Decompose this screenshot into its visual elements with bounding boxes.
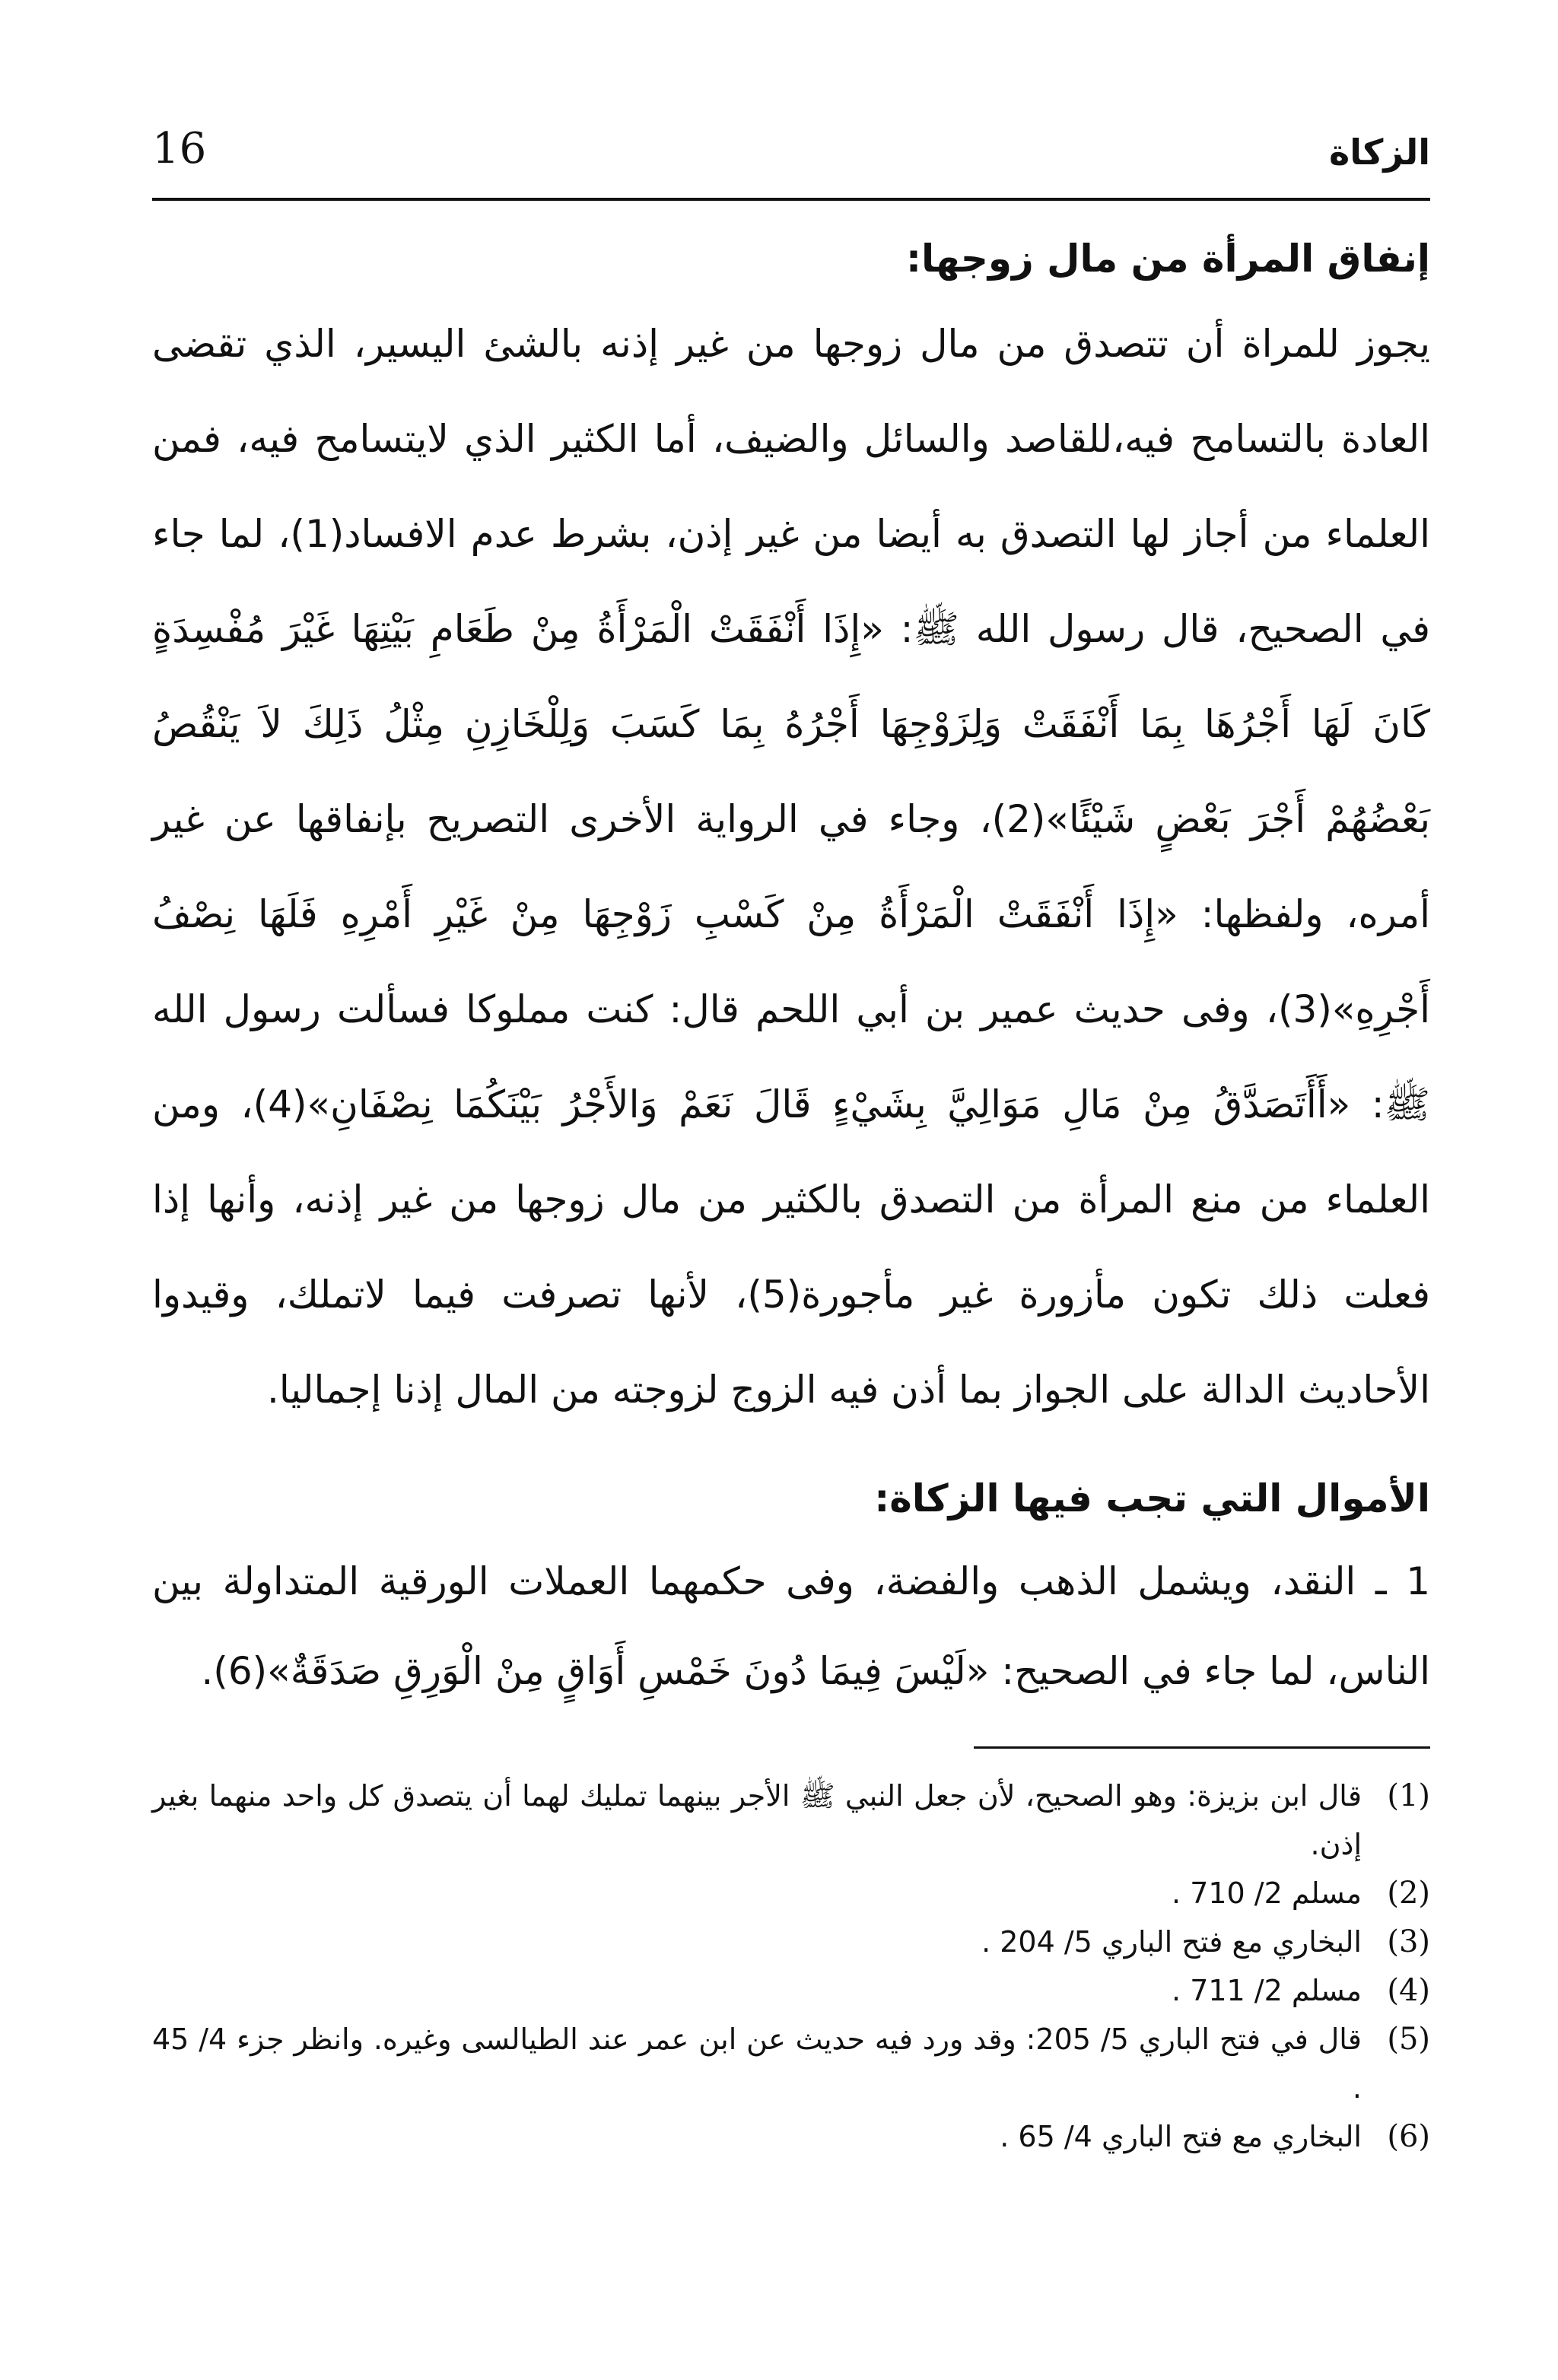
body-paragraph-wife-spending: يجوز للمراة أن تتصدق من مال زوجها من غير إذنه بالشئ اليسير، الذي تقضى العادة بالتسامح فيه،للقاصد والسائل والضيف، أما الكثير الذي لايتسامح فيه، فمن العلماء من أجاز لها التصدق به أيضا من غير إذن، بشرط عدم الافساد(1)، لما جاء في الصحيح، قال رسول الله ﷺ: «إِذَا أَنْفَقَتْ الْمَرْأَةُ مِنْ طَعَامِ بَيْتِهَا غَيْرَ مُفْسِدَةٍ كَانَ لَهَا أَجْرُهَا بِمَا أَنْفَقَتْ وَلِزَوْجِهَا أَجْرُهُ بِمَا كَسَبَ وَلِلْخَازِنِ مِثْلُ ذَلِكَ لاَ يَنْقُصُ بَعْضُهُمْ أَجْرَ بَعْضٍ شَيْئًا»(2)، وجاء في الرواية الأخرى التصريح بإنفاقها عن غير أمره، ولفظها: «إِذَا أَنْفَقَتْ الْمَرْأَةُ مِنْ كَسْبِ زَوْجِهَا مِنْ غَيْرِ أَمْرِهِ فَلَهَا نِصْفُ أَجْرِهِ»(3)، وفى حديث عمير بن أبي اللحم قال: كنت مملوكا فسألت رسول الله ﷺ: «أَأَتَصَدَّقُ مِنْ مَالِ مَوَالِيَّ بِشَيْءٍ قَالَ نَعَمْ وَالأَجْرُ بَيْنَكُمَا نِصْفَانِ»(4)، ومن العلماء من منع المرأة من التصدق بالكثير من مال زوجها من غير إذنه، وأنها إذا فعلت ذلك تكون مأزورة غير مأجورة(5)، لأنها تصرفت فيما لاتملك، وقيدوا الأحاديث الدالة على الجواز بما أذن فيه الزوج لزوجته من المال إذنا إجماليا. <box>152 322 1431 1412</box>
footnote-separator <box>974 1746 1430 1749</box>
footnote-item <box>152 2112 1430 2161</box>
footnote-item <box>152 1869 1430 1918</box>
header-title: الزكاة <box>1329 132 1430 173</box>
footnote-number: (2) <box>1387 1876 1430 1911</box>
footnote-text: مسلم 2/ 711 . <box>1172 1974 1362 2007</box>
section-heading-zakatable-wealth: الأموال التي تجب فيها الزكاة: <box>874 1476 1430 1520</box>
running-header <box>152 114 1430 201</box>
footnote-text: البخاري مع فتح الباري 4/ 65 . <box>1000 2120 1362 2153</box>
footnote-item <box>152 1771 1430 1869</box>
section-heading-wife-spending: إنفاق المرأة من مال زوجها: <box>906 237 1430 281</box>
footnote-number: (5) <box>1387 2022 1430 2057</box>
footnotes-list <box>152 1771 1430 2161</box>
footnote-item <box>152 2015 1430 2112</box>
footnote-number: (6) <box>1387 2119 1430 2154</box>
footnote-text: قال ابن بزيزة: وهو الصحيح، لأن جعل النبي ﷺ الأجر بينهما تمليك لهما أن يتصدق كل واحد منهما بغير إذن. <box>152 1779 1362 1861</box>
book-page <box>152 114 1430 2320</box>
footnote-item <box>152 1918 1430 1966</box>
footnote-number: (3) <box>1387 1924 1430 1959</box>
footnote-text: البخاري مع فتح الباري 5/ 204 . <box>981 1925 1362 1959</box>
footnote-item <box>152 1966 1430 2015</box>
footnote-number: (4) <box>1387 1973 1430 2008</box>
footnote-number: (1) <box>1387 1778 1430 1813</box>
body-paragraph-zakatable-wealth: 1 ـ النقد، ويشمل الذهب والفضة، وفى حكمهما العملات الورقية المتداولة بين الناس، لما جاء في الصحيح: «لَيْسَ فِيمَا دُونَ خَمْسِ أَوَاقٍ مِنْ الْوَرِقِ صَدَقَةٌ»(6). <box>152 1559 1430 1693</box>
footnote-text: مسلم 2/ 710 . <box>1172 1876 1362 1910</box>
footnote-text: قال في فتح الباري 5/ 205: وقد ورد فيه حديث عن ابن عمر عند الطيالسى وغيره. وانظر جزء 4/ 45 . <box>152 2023 1362 2105</box>
page-number: 16 <box>152 124 207 173</box>
